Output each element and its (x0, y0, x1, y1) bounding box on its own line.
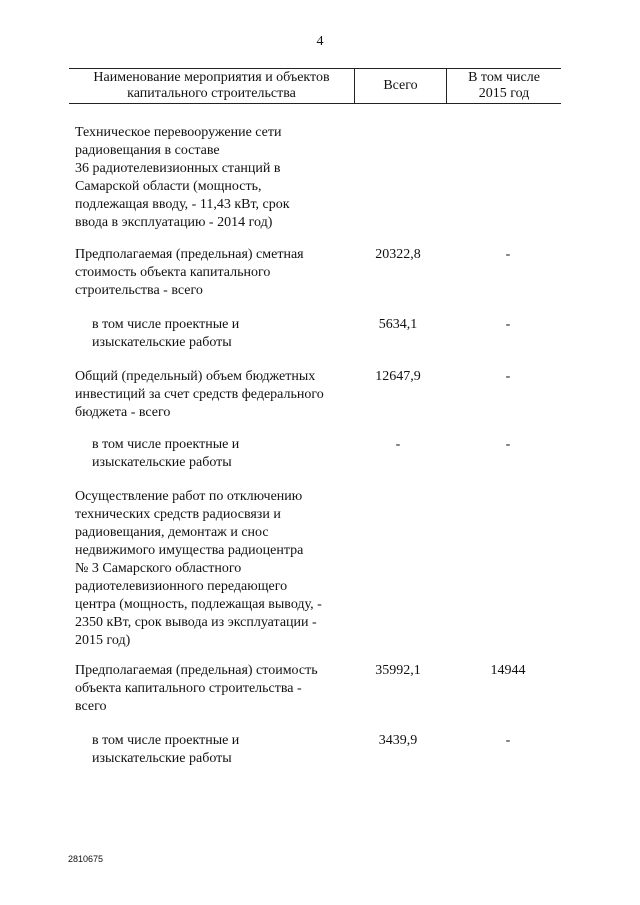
row-description (75, 368, 324, 422)
page-number: 4 (316, 34, 324, 49)
row-line: бюджета - всего (75, 405, 171, 420)
row-line: 2015 год) (75, 633, 131, 648)
header-name-cell (69, 70, 354, 102)
header-year-cell (447, 70, 561, 102)
row-line: строительства - всего (75, 283, 203, 298)
header-name-line-1: Наименование мероприятия и объектов (93, 70, 330, 85)
row-year-value: - (505, 317, 511, 332)
row-year-value: - (505, 247, 511, 262)
row-total-value: 12647,9 (375, 369, 421, 384)
header-year-line-2: 2015 год (478, 86, 530, 101)
row-line: в том числе проектные и (92, 733, 240, 748)
row-line: ввода в эксплуатацию - 2014 год) (75, 215, 273, 230)
row-line: изыскательские работы (92, 751, 232, 766)
row-year-value: - (505, 437, 511, 452)
row-description (92, 732, 239, 768)
row-line: центра (мощность, подлежащая выводу, - (75, 597, 322, 612)
row-line: Осуществление работ по отключению (75, 489, 303, 504)
document-code: 2810675 (68, 854, 104, 864)
row-line: 36 радиотелевизионных станций в (75, 161, 281, 176)
row-line: инвестиций за счет средств федерального (75, 387, 324, 402)
row-line: всего (75, 699, 107, 714)
row-description (75, 124, 290, 232)
header-year-line-1: В том числе (468, 70, 540, 85)
row-line: стоимость объекта капитального (75, 265, 271, 280)
row-year-value: 14944 (490, 663, 526, 678)
row-line: Предполагаемая (предельная) сметная (75, 247, 304, 262)
row-line: Общий (предельный) объем бюджетных (75, 369, 316, 384)
row-line: Предполагаемая (предельная) стоимость (75, 663, 318, 678)
header-total-cell: Всего (383, 78, 418, 93)
row-line: подлежащая вводу, - 11,43 кВт, срок (75, 197, 290, 212)
row-line: Самарской области (мощность, (75, 179, 262, 194)
header-name-line-2: капитального строительства (127, 86, 296, 101)
row-line: изыскательские работы (92, 335, 232, 350)
row-description (75, 246, 304, 300)
row-line: в том числе проектные и (92, 437, 240, 452)
row-year-value: - (505, 733, 511, 748)
row-description (92, 436, 239, 472)
row-description (92, 316, 239, 352)
row-total-value: 5634,1 (378, 317, 418, 332)
row-line: изыскательские работы (92, 455, 232, 470)
row-line: радиовещания, демонтаж и снос (75, 525, 269, 540)
row-line: недвижимого имущества радиоцентра (75, 543, 304, 558)
header-bottom-rule (69, 103, 561, 104)
row-total-value: 35992,1 (375, 663, 421, 678)
row-line: технических средств радиосвязи и (75, 507, 281, 522)
row-line: радиотелевизионного передающего (75, 579, 288, 594)
header-top-rule (69, 68, 561, 69)
row-description (75, 488, 322, 650)
row-line: объекта капитального строительства - (75, 681, 302, 696)
row-total-value: 20322,8 (375, 247, 421, 262)
row-total-value: - (395, 437, 401, 452)
row-total-value: 3439,9 (378, 733, 418, 748)
row-year-value: - (505, 369, 511, 384)
row-line: радиовещания в составе (75, 143, 220, 158)
row-description (75, 662, 318, 716)
row-line: 2350 кВт, срок вывода из эксплуатации - (75, 615, 317, 630)
table-header (69, 66, 561, 104)
row-line: Техническое перевооружение сети (75, 125, 282, 140)
row-line: № 3 Самарского областного (75, 561, 242, 576)
row-line: в том числе проектные и (92, 317, 240, 332)
